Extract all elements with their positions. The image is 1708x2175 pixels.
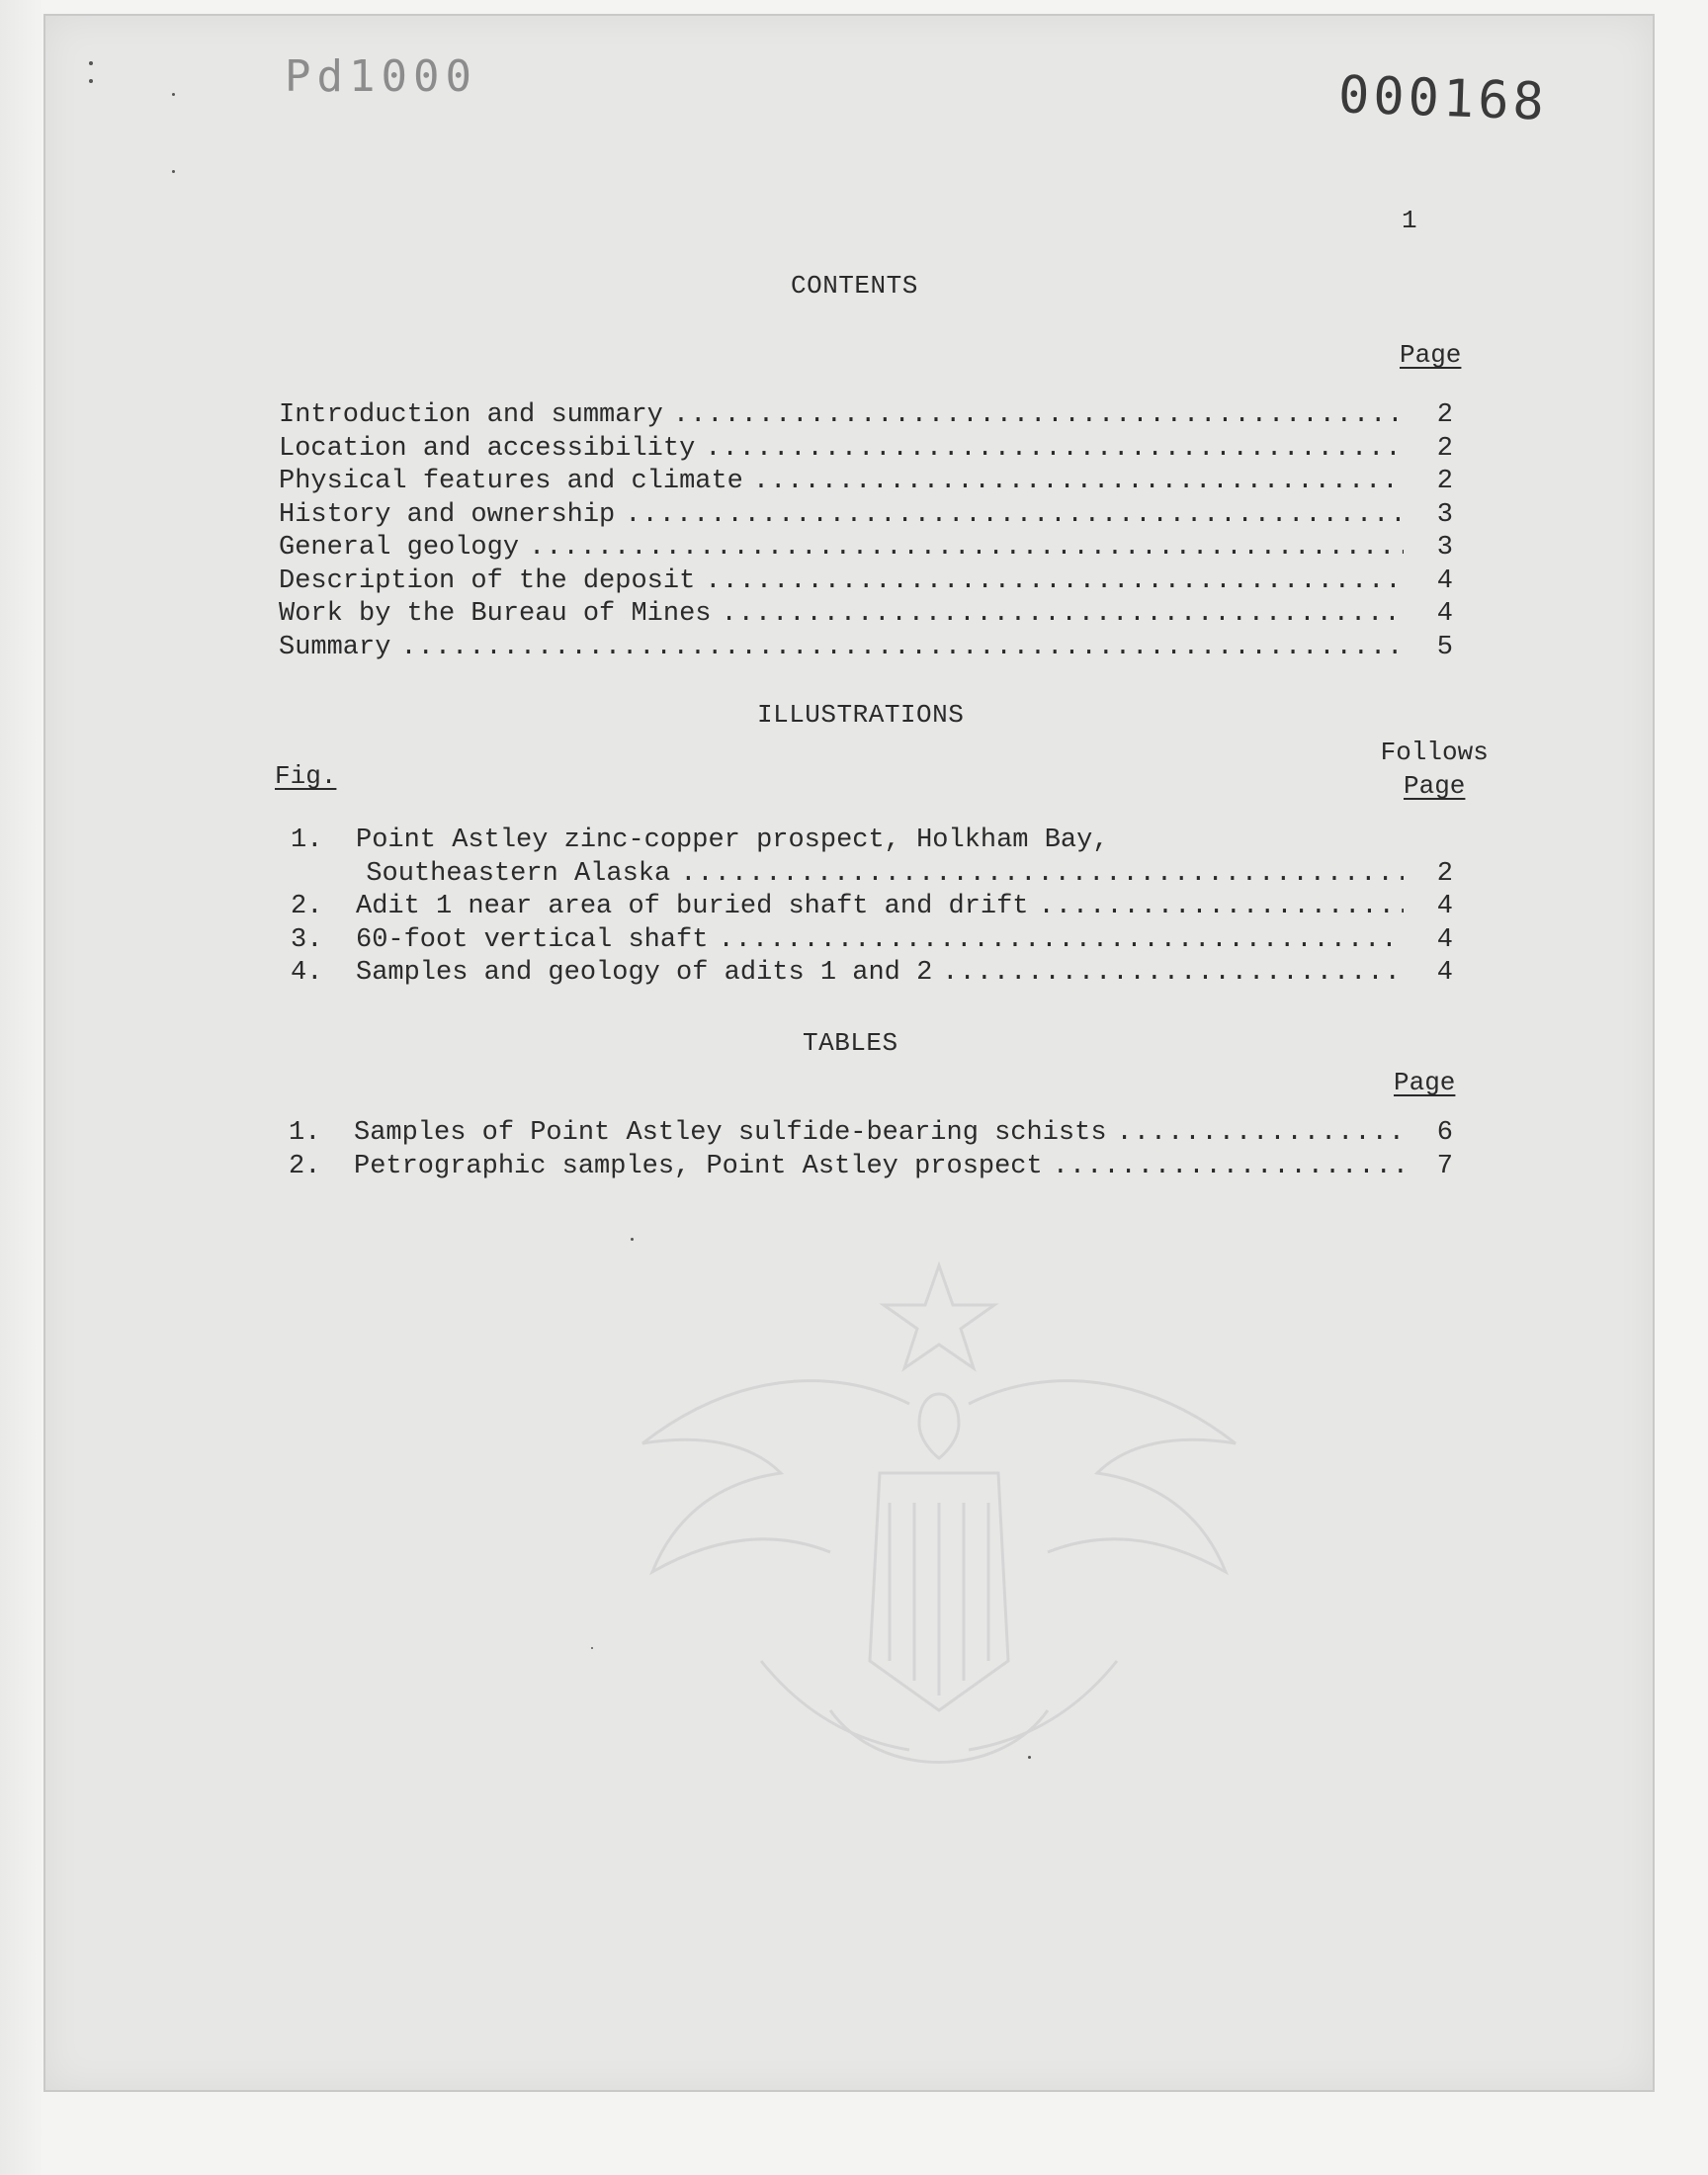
illustration-entry[interactable] [291,924,1453,958]
toc-entry-label: Introduction and summary [279,400,663,430]
toc-entry-label: Location and accessibility [279,433,696,464]
contents-page-header: Page [1400,340,1462,370]
follows-header-line2: Page [1404,771,1466,801]
toc-entry[interactable] [279,499,1453,533]
leader-dots [705,566,1404,599]
illustration-entry[interactable] [291,825,1453,858]
table-page: 6 [1436,1118,1453,1148]
tables-title: TABLES [803,1028,898,1058]
illustration-page: 4 [1436,924,1453,955]
toc-entry-label: Physical features and climate [279,467,743,496]
illustration-entry[interactable] [291,957,1453,991]
leader-dots [753,466,1404,499]
leader-dots [673,399,1404,433]
leader-dots [1039,891,1404,924]
illustrations-title: ILLUSTRATIONS [757,700,965,730]
fig-header [275,761,336,791]
toc-entry-page: 2 [1436,433,1453,464]
illustration-number: 2. [291,892,323,921]
toc-entry-page: 2 [1436,400,1453,430]
table-entry[interactable] [289,1151,1453,1184]
illustration-label: 60-foot vertical shaft [356,924,709,955]
illustration-number: 4. [291,958,323,988]
illustration-page: 4 [1436,892,1453,921]
scan-speck [172,93,175,96]
illustration-entry-continued[interactable] [291,858,1453,892]
illustration-page: 2 [1436,858,1453,889]
toc-entry-page: 3 [1436,533,1453,563]
table-page: 7 [1436,1151,1453,1181]
toc-entry-page: 2 [1436,467,1453,496]
contents-list [279,399,1453,664]
toc-entry-label: History and ownership [279,499,616,530]
illustration-page: 4 [1436,958,1453,988]
table-label: Petrographic samples, Point Astley prospect [354,1151,1043,1181]
contents-title: CONTENTS [791,271,918,301]
table-label: Samples of Point Astley sulfide-bearing schists [354,1118,1107,1148]
fig-header-label: Fig. [275,761,337,791]
illustration-label: Point Astley zinc-copper prospect, Holkham Bay, [356,826,1109,855]
toc-entry[interactable] [279,598,1453,632]
toc-entry[interactable] [279,566,1453,599]
leader-dots [625,499,1404,533]
eagle-seal-watermark-icon [583,1246,1295,1839]
illustration-label: Samples and geology of adits 1 and 2 [356,958,933,988]
illustration-entry[interactable] [291,891,1453,924]
leader-dots [400,632,1404,665]
follows-page-header [1380,736,1489,803]
illustration-number: 1. [291,826,323,855]
toc-entry-page: 4 [1436,599,1453,629]
table-number: 1. [289,1118,321,1148]
toc-entry-label: Summary [279,632,391,662]
toc-entry-page: 4 [1436,566,1453,596]
leader-dots [942,957,1404,991]
table-entry[interactable] [289,1117,1453,1151]
page-number: 1 [1402,206,1417,235]
leader-dots [721,598,1404,632]
scan-speck [631,1238,634,1241]
tables-page-header: Page [1394,1068,1456,1097]
leader-dots [1053,1151,1404,1184]
toc-entry-label: Work by the Bureau of Mines [279,599,712,629]
leader-dots [718,924,1404,958]
scan-speck [89,79,93,83]
toc-entry[interactable] [279,632,1453,665]
archive-stamp-right: 000168 [1337,65,1549,132]
illustration-label: Adit 1 near area of buried shaft and drift [356,892,1029,921]
leader-dots [529,532,1404,566]
archive-stamp-left: Pd1000 [285,51,477,102]
scan-speck [172,170,175,173]
toc-entry-page: 5 [1436,632,1453,662]
toc-entry[interactable] [279,532,1453,566]
toc-entry[interactable] [279,466,1453,499]
table-number: 2. [289,1151,321,1181]
toc-entry-page: 3 [1436,499,1453,530]
illustrations-list [291,825,1453,991]
leader-dots [680,858,1404,892]
toc-entry[interactable] [279,433,1453,467]
toc-entry[interactable] [279,399,1453,433]
illustration-number: 3. [291,924,323,955]
toc-entry-label: General geology [279,533,520,563]
leader-dots [1117,1117,1404,1151]
illustration-label-continued: Southeastern Alaska [366,858,671,889]
scan-edge [0,0,42,2175]
follows-header-line1: Follows [1380,738,1489,767]
tables-list [289,1117,1453,1183]
toc-entry-label: Description of the deposit [279,566,696,596]
scan-speck [89,61,93,65]
leader-dots [705,433,1404,467]
